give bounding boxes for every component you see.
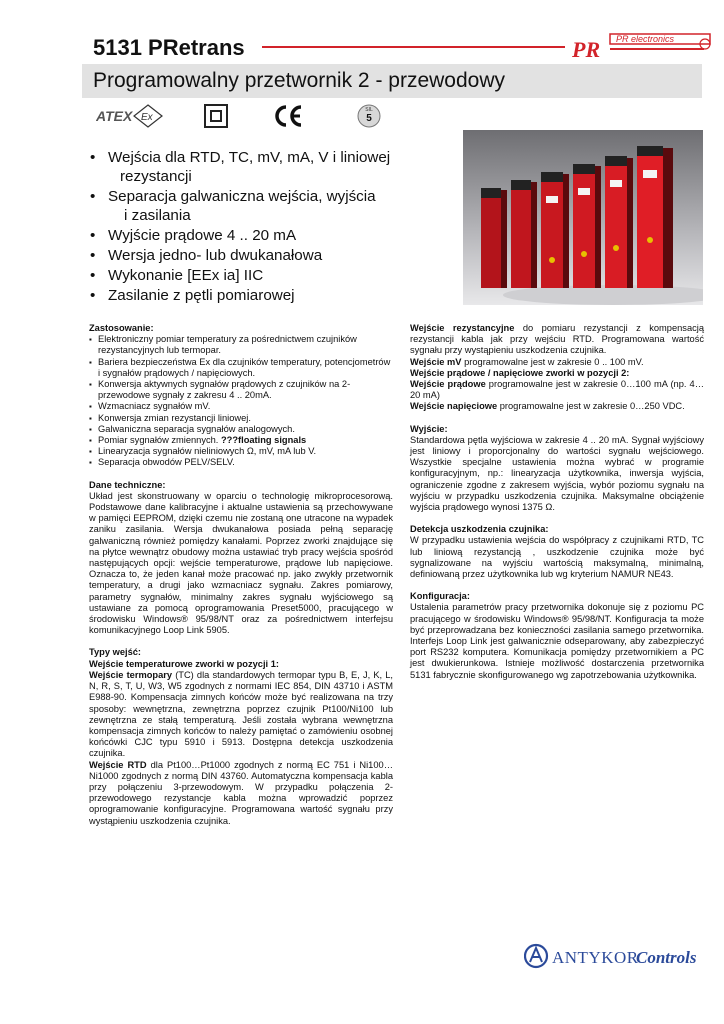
paragraph: Układ jest skonstruowany w oparciu o technologię mikroprocesorową. Podstawowe dane kalibracyjne i aktualne ustawienia są przechowywane w pamięci EEPROM, dzięki czemu nie zostaną one utracone na wypadek zaniku zasilania. Wersja dwukanałowa posiada pełną separację galwaniczną również pomiędzy kanałami. Poprzez zworki znajdujące się na płytce wewnątrz obudowy można ustawiać tryb pracy wejścia spośród następujących opcji: wejście temperaturowe, prądowe lub napięciowe. Oznacza to, że jeden kanał może pracować np. jako zwykły przetwornik temperatury, a drugi jako wzmacniacz sygnału. Zakres pomiarowy, parametry sygnałów, minimalny zakres sygnału wyjściowego są ustawiane za pomocą oprogramowania Preset5000, pracującego w środowisku Windows® 95/98/NT oraz za pośrednictwem interfejsu komunikacyjnego Loop Link 5905. (89, 490, 393, 636)
paragraph: Wejście prądowe programowalne jest w zakresie 0…100 mA (np. 4…20 mA) (410, 379, 704, 401)
antykor-controls-logo (524, 941, 704, 971)
feature-item: • Separacja galwaniczna wejścia, wyjścia i zasilania (90, 188, 376, 224)
footer-logo-script: Controls (636, 948, 697, 967)
list-item: ▪ Wzmacniacz sygnałów mV. (89, 401, 393, 412)
paragraph: W przypadku ustawienia wejścia do współpracy z czujnikami RTD, TC lub liniową rezystancją , uszkodzenie czujnika może być sygnalizowane na wyjściu wartością maksymalną, minimalną, definiowaną przez użytkownika lub wg kryterium NAMUR NE43. (410, 535, 704, 580)
section-subheading: Wejście prądowe / napięciowe zworki w pozycji 2: (410, 367, 630, 378)
list-item: ▪ Galwaniczna separacja sygnałów analogowych. (89, 424, 393, 435)
product-photo (463, 130, 703, 305)
ex-label: Ex (141, 112, 153, 123)
feature-item: • Wersja jedno- lub dwukanałowa (90, 247, 323, 264)
section-heading: Dane techniczne: (89, 479, 166, 490)
section-detekcja (410, 524, 704, 580)
footer-logo-text: ANTYKOR (552, 948, 639, 967)
paragraph: Wejście rezystancyjne do pomiaru rezystancji z kompensacją rezystancji kabla jak przy wejściu RTD. Programowana wartość sygnału przy wystąpieniu uszkodzenia czujnika. (410, 323, 704, 356)
paragraph: Ustalenia parametrów pracy przetwornika dokonuje się z poziomu PC pracującego w środowisku Windows® 95/98/NT. Konfiguracja ta może być przeprowadzana bez konieczności zasilania samego przetwornika. Interfejs Loop Link jest galwanicznie odseparowany, aby zabezpieczyć port RS232 komputera. Komunikacja pomiędzy przetwornikiem a PC jest dwukierunkowa. Istnieje możliwość dostarczenia przetwornika 5131 fabrycznie skonfigurowanego wg zapotrzebowania użytkownika. (410, 602, 704, 680)
section-wyjscie (410, 424, 704, 514)
sil-number: 5 (366, 113, 372, 124)
sil-badge-icon (357, 103, 381, 129)
list-item: ▪ Linearyzacja sygnałów nieliniowych Ω, mV, mA lub V. (89, 446, 393, 457)
double-insulation-icon (203, 103, 229, 129)
header-divider (262, 46, 565, 48)
sil-top-label: SIL (365, 107, 373, 113)
pr-electronics-logo (570, 30, 712, 62)
section-heading: Zastosowanie: (89, 323, 154, 333)
paragraph: Wejście napięciowe programowalne jest w zakresie 0…250 VDC. (410, 401, 685, 412)
feature-item: • Wyjście prądowe 4 .. 20 mA (90, 227, 297, 244)
left-column (89, 323, 393, 838)
list-item: ▪ Konwersja aktywnych sygnałów prądowych z czujników na 2-przewodowe sygnały z zakresu 4 .. 20mA. (89, 379, 393, 401)
paragraph: Wejście mV programowalne jest w zakresie 0 .. 100 mV. (410, 356, 644, 367)
feature-item: • Zasilanie z pętli pomiarowej (90, 287, 295, 304)
list-item: ▪ Konwersja zmian rezystancji liniowej. (89, 413, 393, 424)
section-konfiguracja (410, 591, 704, 681)
section-heading: Typy wejść: (89, 647, 142, 658)
section-typy-wejsc (89, 647, 393, 826)
feature-list (88, 148, 448, 306)
paragraph: Standardowa pętla wyjściowa w zakresie 4 .. 20 mA. Sygnał wyjściowy jest liniowy i proporcjonalny do wartości sygnału wejściowego. Wszystkie specjalne ustawienia można wybrać w programie konfiguracyjnym, np.: linearyzacja użytkownika, inwersja wyjścia, ograniczenie zgodne z zakresem wyjścia, wybór poziomu sygnału na wyjściu w przypadku uszkodzenia czujnika. Maksymalne obciążenie wyjścia prądowego wynosi 1375 Ω. (410, 434, 704, 513)
atex-ex-mark-icon (96, 103, 166, 129)
page-subtitle: Programowalny przetwornik 2 - przewodowy (93, 69, 505, 92)
product-code: 5131 PRetrans (93, 35, 245, 60)
section-heading: Wyjście: (410, 423, 448, 434)
paragraph: Wejście RTD dla Pt100…Pt1000 zgodnych z normą EC 751 i Ni100…Ni1000 zgodnych z normą DIN 43760. Automatyczna kompensacja kabla przy połączeniu 3-przewodowym. W przypadku połączenia 2-przewodowego rezystancje kabla można wprowadzić poprzez oprogramowanie konfiguracyjne. Programowana wartość sygnału przy wystąpieniu uszkodzenia czujnika. (89, 759, 393, 826)
section-zastosowanie (89, 323, 393, 469)
list-item: ▪ Elektroniczny pomiar temperatury za pośrednictwem czujników rezystancyjnych lub termopar. (89, 334, 393, 356)
ce-mark-icon (272, 103, 304, 129)
section-dane-techniczne (89, 480, 393, 637)
feature-item: • Wejścia dla RTD, TC, mV, mA, V i liniowej rezystancji (90, 149, 391, 185)
section-inputs-cont (410, 323, 704, 413)
section-subheading: Wejście temperaturowe zworki w pozycji 1: (89, 658, 279, 669)
list-item: ▪ Separacja obwodów PELV/SELV. (89, 457, 393, 468)
application-list (89, 334, 393, 468)
svg-text:PR: PR (572, 37, 601, 62)
list-item: ▪ Bariera bezpieczeństwa Ex dla czujników temperatury, potencjometrów i sygnałów prądowych / napięciowych. (89, 357, 393, 379)
feature-item: • Wykonanie [EEx ia] IIC (90, 267, 264, 284)
atex-label: ATEX (96, 108, 133, 124)
list-item: ▪ Pomiar sygnałów zmiennych. ???floating signals (89, 435, 393, 446)
section-heading: Detekcja uszkodzenia czujnika: (410, 524, 549, 535)
right-column (410, 323, 704, 692)
section-heading: Konfiguracja: (410, 591, 470, 602)
paragraph: Wejście termopary (TC) dla standardowych termopar typu B, E, J, K, L, N, R, S, T, U, W3, W5 zgodnych z normami IEC 854, DIN 43710 i ASTM E988-90. Kompensacja zimnych końców może być realizowana na trzy sposoby: wewnętrzna, zewnętrzna poprzez czujnik Pt100/Ni100 lub zewnętrzna ze stałą temperaturą. Jeśli została wybrana wewnętrzna kompensacja zimnych końców to należy pamiętać o zamówieniu osobnej końcówki CJC typu 5910 i 5913. Dostępna detekcja uszkodzenia czujnika. (89, 669, 393, 759)
brand-logo-text: PR electronics (616, 34, 675, 44)
